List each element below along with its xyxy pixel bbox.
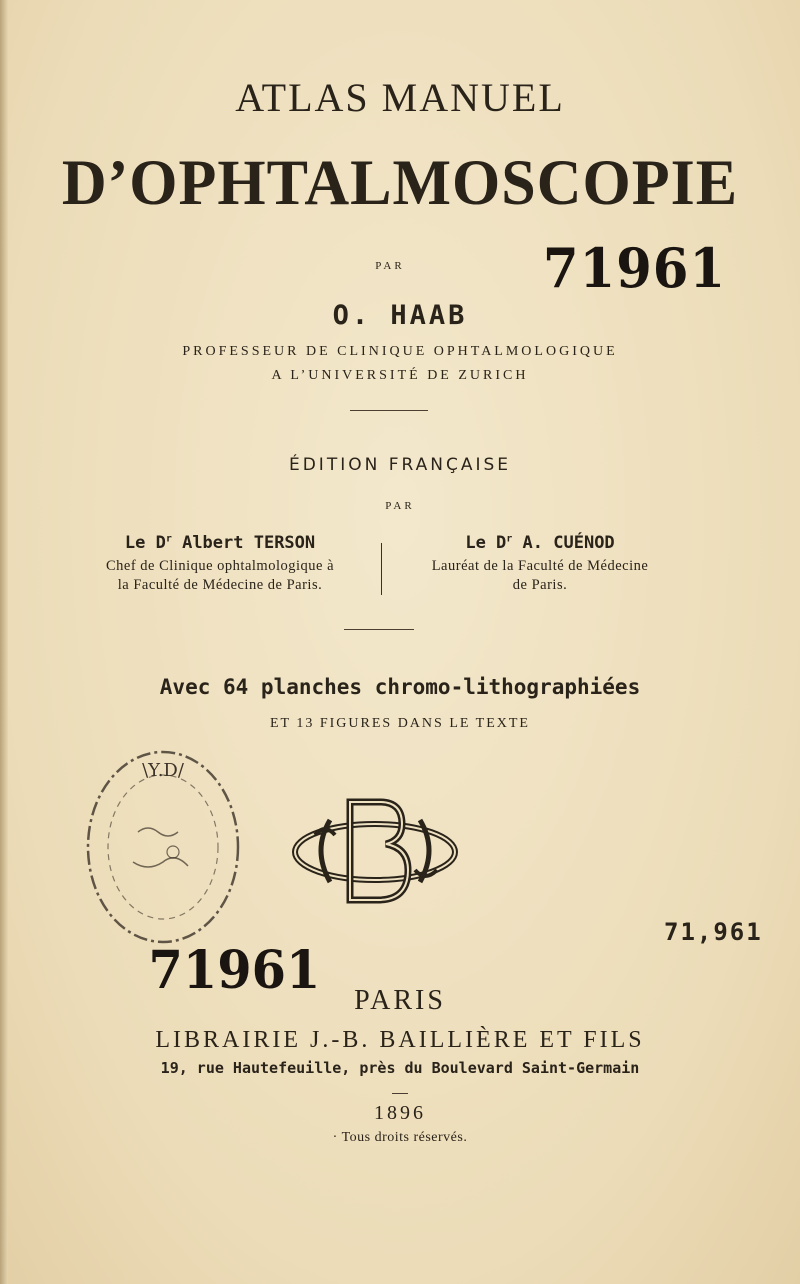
translator-name: Le $D^r$ A. CUÉNOD [465, 533, 615, 553]
stamp-number-top: 71961 [542, 236, 727, 300]
edition-by-label: PAR [385, 500, 415, 512]
publisher-monogram [290, 790, 460, 915]
author-title-line-2: A L’UNIVERSITÉ DE ZURICH [271, 368, 529, 383]
plates-line-1: Avec 64 planches chromo-lithographiées [159, 675, 641, 699]
margin-number: 71,961 [664, 918, 763, 946]
imprint-rights: · Tous droits réservés. [332, 1130, 468, 1145]
imprint-address: 19, rue Hautefeuille, près du Boulevard Saint-Germain [160, 1059, 640, 1077]
divider-rule-3 [392, 1093, 408, 1094]
imprint-city: PARIS [354, 985, 446, 1016]
imprint-publisher: LIBRAIRIE J.-B. BAILLIÈRE ET FILS [155, 1027, 645, 1053]
title-line-2: D’OPHTALMOSCOPIE [61, 147, 739, 219]
library-seal-stamp [78, 742, 248, 962]
title-line-1: ATLAS MANUEL [235, 75, 565, 120]
translator-cuenod [395, 533, 685, 595]
translator-affiliation-1: Chef de Clinique ophtalmologique à [105, 558, 334, 574]
stamp-number-bottom: 71961 [148, 940, 321, 1001]
imprint-year: 1896 [374, 1102, 426, 1124]
translator-divider [381, 543, 382, 595]
divider-rule-1 [350, 410, 428, 411]
divider-rule-2 [344, 629, 414, 630]
translator-affiliation-2: de Paris. [512, 577, 568, 593]
translator-affiliation-1: Lauréat de la Faculté de Médecine [431, 558, 649, 574]
author-name: O. HAAB [332, 300, 468, 331]
author-title-line-1: PROFESSEUR DE CLINIQUE OPHTALMOLOGIQUE [182, 344, 618, 359]
translator-terson [70, 533, 370, 595]
plates-line-2: ET 13 FIGURES DANS LE TEXTE [270, 716, 530, 731]
translator-name: Le $D^r$ Albert TERSON [124, 533, 316, 553]
translator-affiliation-2: la Faculté de Médecine de Paris. [117, 577, 323, 593]
by-label: PAR [375, 260, 405, 272]
edition-label: ÉDITION FRANÇAISE [288, 455, 512, 475]
seal-text: \Y.D/ [142, 760, 184, 781]
